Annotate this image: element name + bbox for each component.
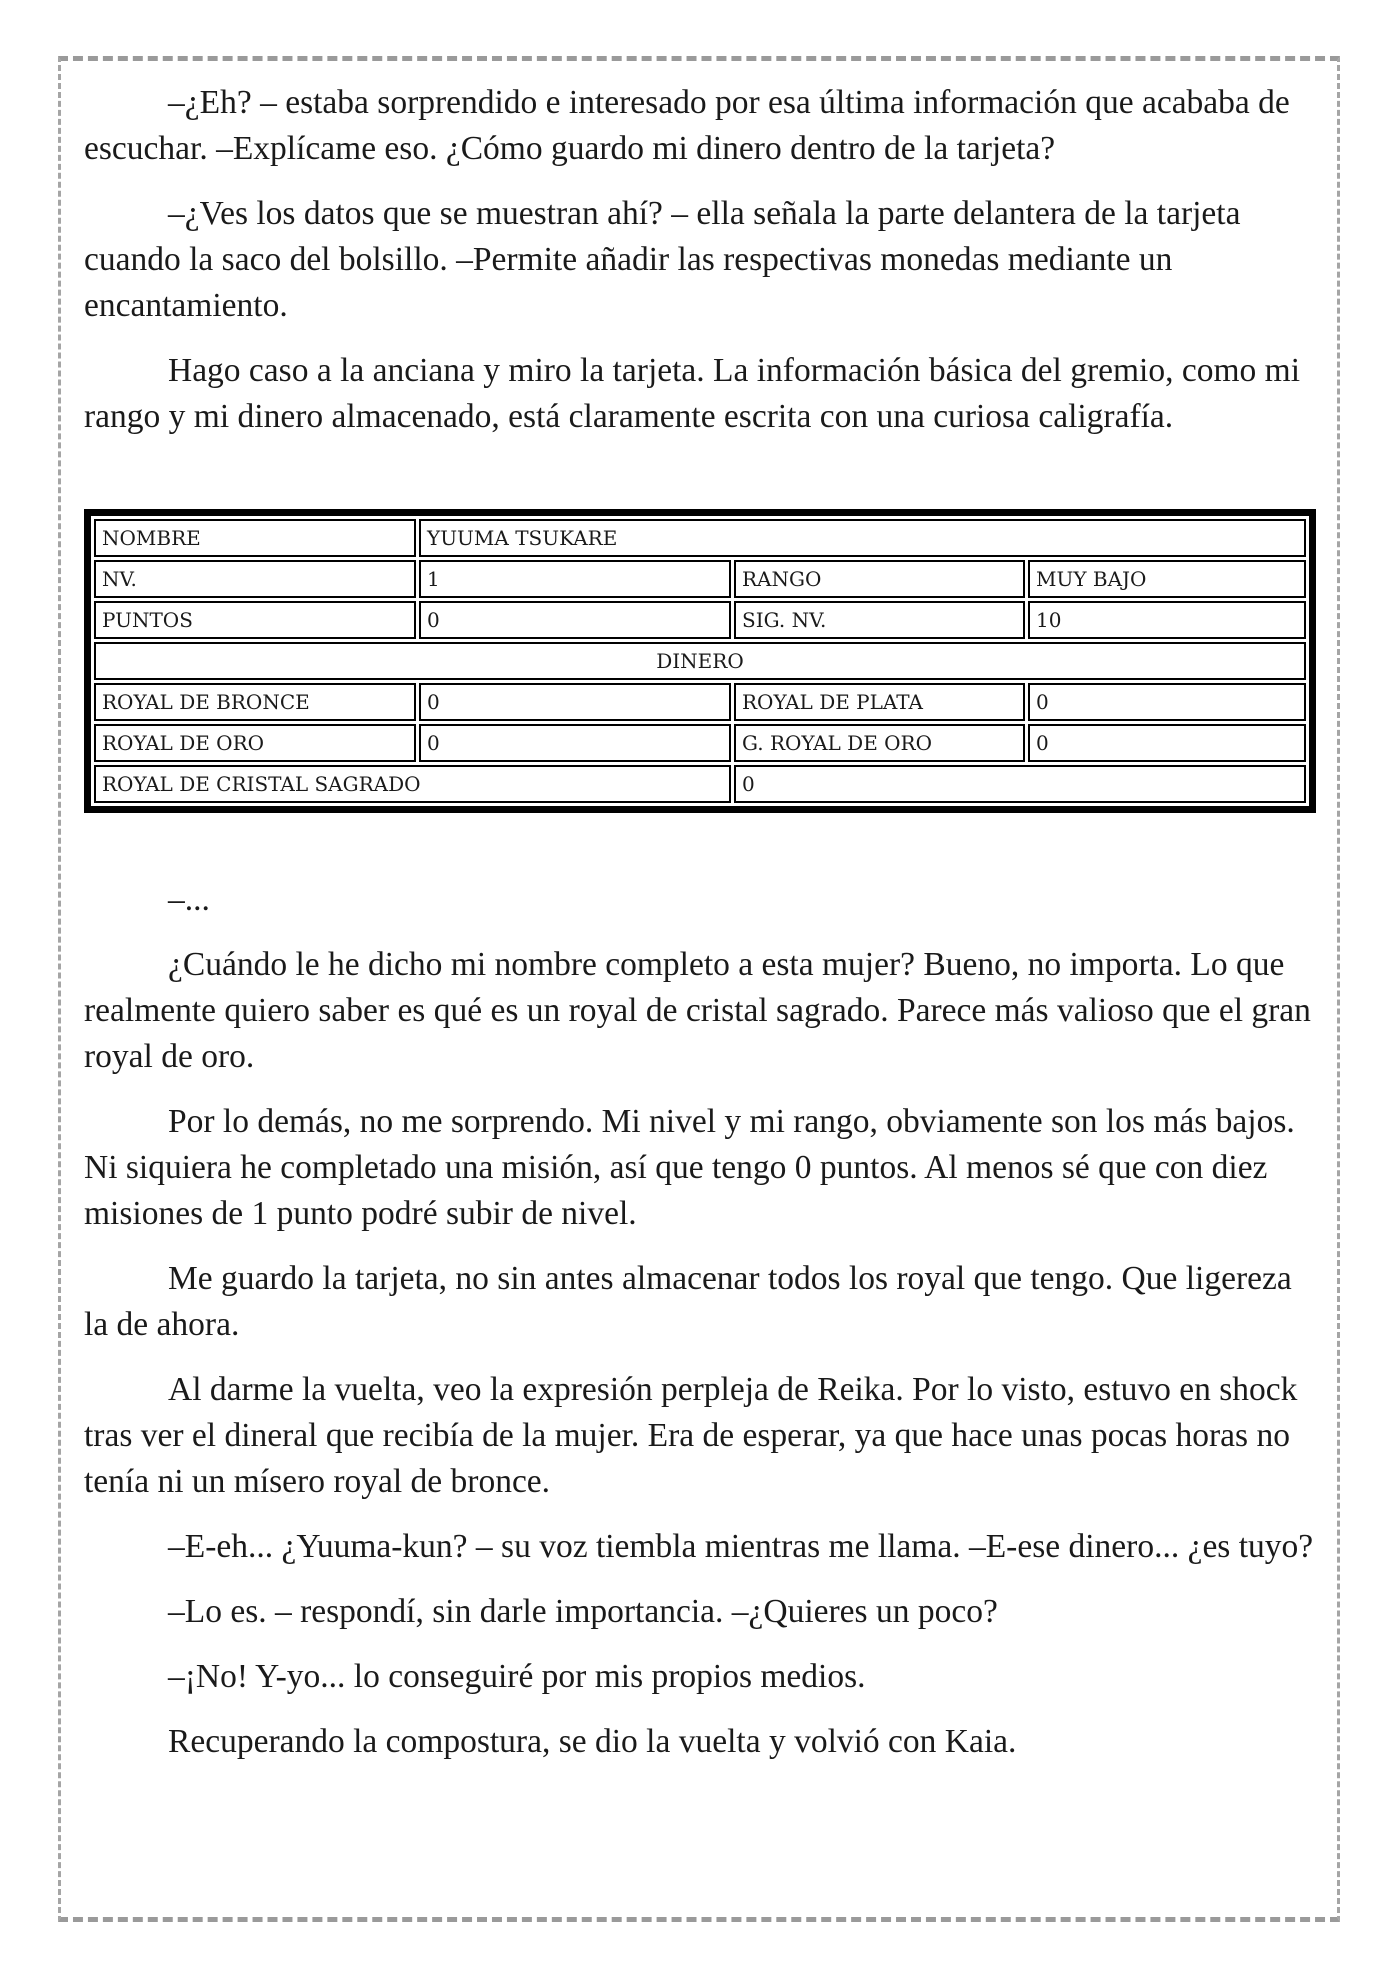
paragraph: Hago caso a la anciana y miro la tarjeta. La información básica del gremio, como mi rango y mi dinero almacenado, está claramente escrita con una curiosa caligrafía.	[84, 352, 1301, 435]
guild-card	[84, 509, 1318, 813]
table-cell-value: 0	[1028, 683, 1306, 721]
paragraph: –¡No! Y-yo... lo conseguiré por mis propios medios.	[168, 1658, 866, 1695]
paragraph: –E-eh... ¿Yuuma-kun? – su voz tiembla mientras me llama. –E-ese dinero... ¿es tuyo?	[168, 1528, 1314, 1565]
table-cell-label: ROYAL DE CRISTAL SAGRADO	[94, 765, 731, 803]
table-cell-value: MUY BAJO	[1028, 560, 1306, 598]
table-cell-label: NV.	[94, 560, 416, 598]
table-cell-value: 0	[419, 683, 731, 721]
table-cell-value: 0	[419, 724, 731, 762]
table-row	[94, 765, 1306, 803]
document-body	[84, 80, 1318, 1784]
table-row	[94, 560, 1306, 598]
paragraph: Por lo demás, no me sorprendo. Mi nivel y mi rango, obviamente son los más bajos. Ni siquiera he completado una misión, así que tengo 0 puntos. Al menos sé que con diez misiones de 1 punto podré subir de nivel.	[84, 1103, 1295, 1232]
table-cell-label: PUNTOS	[94, 601, 416, 639]
table-row	[94, 642, 1306, 680]
table-row	[94, 724, 1306, 762]
paragraph: Recuperando la compostura, se dio la vuelta y volvió con Kaia.	[168, 1723, 1017, 1760]
table-cell-value: 0	[419, 601, 731, 639]
paragraph: Me guardo la tarjeta, no sin antes almacenar todos los royal que tengo. Que ligereza la de ahora.	[84, 1260, 1292, 1343]
table-section-header: DINERO	[94, 642, 1306, 680]
table-cell-label: ROYAL DE BRONCE	[94, 683, 416, 721]
table-cell-label: NOMBRE	[94, 519, 416, 557]
table-row	[94, 519, 1306, 557]
table-cell-value: 1	[419, 560, 731, 598]
paragraph: –¿Ves los datos que se muestran ahí? – ella señala la parte delantera de la tarjeta cuando la saco del bolsillo. –Permite añadir las respectivas monedas mediante un encantamiento.	[84, 195, 1241, 324]
table-cell-value: 0	[734, 765, 1306, 803]
table-cell-value: YUUMA TSUKARE	[419, 519, 1306, 557]
table-row	[94, 683, 1306, 721]
paragraph: Al darme la vuelta, veo la expresión perpleja de Reika. Por lo visto, estuvo en shock tras ver el dineral que recibía de la mujer. Era de esperar, ya que hace unas pocas horas no tenía ni un mísero royal de bronce.	[84, 1371, 1298, 1500]
table-cell-value: 0	[1028, 724, 1306, 762]
paragraph: ¿Cuándo le he dicho mi nombre completo a esta mujer? Bueno, no importa. Lo que realmente quiero saber es qué es un royal de cristal sagrado. Parece más valioso que el gran royal de oro.	[84, 946, 1311, 1075]
table-cell-value: 10	[1028, 601, 1306, 639]
table-cell-label: ROYAL DE PLATA	[734, 683, 1025, 721]
table-cell-label: ROYAL DE ORO	[94, 724, 416, 762]
table-row	[94, 601, 1306, 639]
paragraph: –Lo es. – respondí, sin darle importancia. –¿Quieres un poco?	[168, 1593, 998, 1630]
paragraph: –...	[168, 881, 210, 918]
table-cell-label: G. ROYAL DE ORO	[734, 724, 1025, 762]
paragraph: –¿Eh? – estaba sorprendido e interesado por esa última información que acababa de escuchar. –Explícame eso. ¿Cómo guardo mi dinero dentro de la tarjeta?	[84, 84, 1290, 167]
table-cell-label: RANGO	[734, 560, 1025, 598]
table-cell-label: SIG. NV.	[734, 601, 1025, 639]
guild-card-table	[84, 509, 1316, 813]
